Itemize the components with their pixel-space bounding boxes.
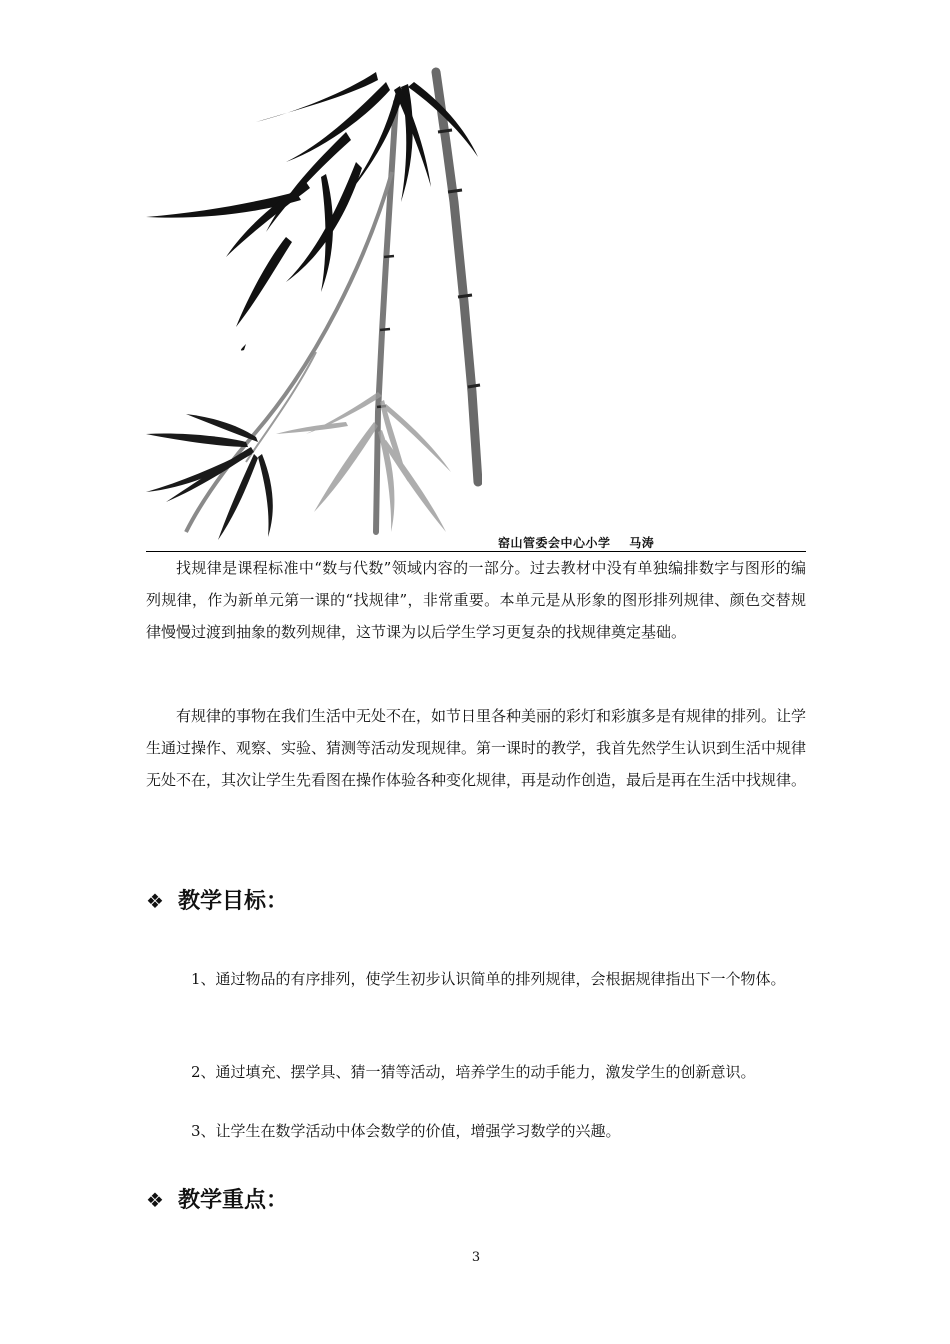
goal-item-1: 1、通过物品的有序排列，使学生初步认识简单的排列规律，会根据规律指出下一个物体。 [191, 970, 786, 988]
diamond-bullet-icon: ❖ [146, 1188, 164, 1212]
section-heading-goals [146, 886, 288, 917]
section-title-key-points: 教学重点： [177, 1188, 288, 1213]
goal-item-3: 3、让学生在数学活动中体会数学的价值，增强学习数学的兴趣。 [191, 1122, 621, 1140]
header-credit: 窑山管委会中心小学 马涛 [498, 536, 655, 550]
section-heading-key-points [146, 1185, 288, 1216]
page-number: 3 [471, 1250, 481, 1265]
section-title-goals: 教学目标： [177, 889, 288, 914]
diamond-bullet-icon: ❖ [146, 889, 164, 913]
intro-paragraph-2: 有规律的事物在我们生活中无处不在，如节日里各种美丽的彩灯和彩旗多是有规律的排列。让学生通过操作、观察、实验、猜测等活动发现规律。第一课时的教学，我首先然学生认识到生活中规律无处不在，其次让学生先看图在操作体验各种变化规律，再是动作创造，最后是再在生活中找规律。 [146, 707, 807, 789]
bamboo-ink-painting [146, 62, 482, 540]
goal-item-2: 2、通过填充、摆学具、猜一猜等活动，培养学生的动手能力，激发学生的创新意识。 [191, 1063, 756, 1081]
intro-paragraph-1: 找规律是课程标准中“数与代数”领域内容的一部分。过去教材中没有单独编排数字与图形的编列规律，作为新单元第一课的“找规律”，非常重要。本单元是从形象的图形排列规律、颜色交替规律慢慢过渡到抽象的数列规律，这节课为以后学生学习更复杂的找规律奠定基础。 [146, 559, 806, 641]
